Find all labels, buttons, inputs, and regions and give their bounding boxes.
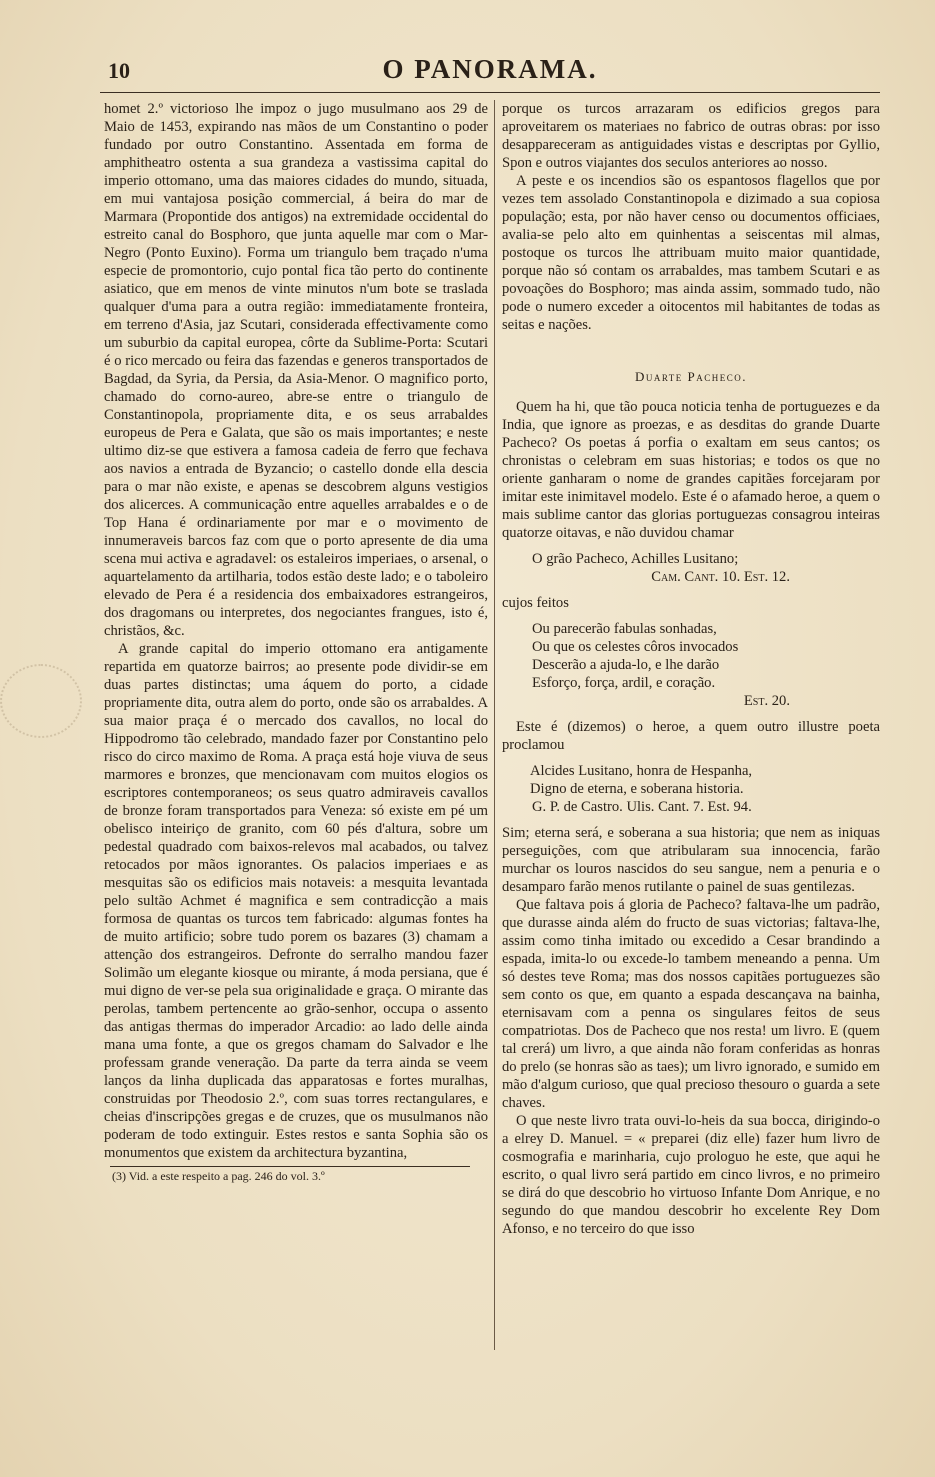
paragraph: Este é (dizemos) o heroe, a quem outro illustre poeta proclamou xyxy=(502,719,880,753)
page-header xyxy=(100,52,880,93)
paragraph: O que neste livro trata ouvi-lo-heis da sua bocca, dirigindo-o a elrey D. Manuel. = « preparei (diz elle) fazer hum livro de cosmografia e marinharia, cujo prologuo he este, que aqui he escrito, o qual livro será partido em cinco livros, e no primeiro se dirá do que descobrio ho virtuoso Infante Dom Anrique, e no segundo do que mandou descobrir ho excelente Rey Dom Afonso, e no terceiro do que isso xyxy=(502,1113,880,1237)
paragraph: A peste e os incendios são os espantosos flagellos que por vezes tem assolado Constantinopola e dizimado a sua copiosa população; esta, por não haver censo ou documentos officiaes, avalia-se pelo alto em quinhentas a seiscentas mil almas, postoque os turcos lhe attribuam muito maior quantidade, porque não só contam os arrabaldes, mas tambem Scutari e as povoações do Bosphoro; mas ainda assim, sommado tudo, não pode o numero exceder a oitocentos mil habitantes de todas as seitas e nações. xyxy=(502,173,880,333)
footnote: (3) Vid. a este respeito a pag. 246 do vol. 3.º xyxy=(112,1169,325,1183)
verse-line: O grão Pacheco, Achilles Lusitano; xyxy=(532,551,739,567)
verse-line: Digno de eterna, e soberana historia. xyxy=(530,781,744,797)
verse-line: Esforço, força, ardil, e coração. xyxy=(532,675,716,691)
verse-line: Ou parecerão fabulas sonhadas, xyxy=(532,621,717,637)
verse-line: Ou que os celestes côros invocados xyxy=(532,639,739,655)
footnote-rule xyxy=(110,1166,470,1167)
paragraph: Sim; eterna será, e soberana a sua historia; que nem as iniquas perseguições, com que atribularam sua innocencia, farão murchar os louros nascidos do seu sangue, nem a penuria e o desamparo farão menos rutilante o painel de suas gentilezas. xyxy=(502,825,880,895)
paragraph: Quem ha hi, que tão pouca noticia tenha de portuguezes e da India, que ignore as proezas, e as desditas do grande Duarte Pacheco? Os poetas á porfia o exaltam em seus cantos; os chronistas o celebram em suas historias; e todos os que no oriente ganharam o nome de grandes capitães forcejaram por imitar este inimitavel modelo. Este é o afamado heroe, a quem o mais sublime cantor das glorias portuguezas consagrou inteiras quatorze oitavas, e não duvidou chamar xyxy=(502,399,880,541)
citation: Est. 20. xyxy=(743,693,790,709)
paragraph: A grande capital do imperio ottomano era antigamente repartida em quatorze bairros; ao presente pode dividir-se em duas partes distinctas; uma áquem do porto, a cidade propriamente dita, outra alem do porto, onde são os arrabaldes. A sua maior praça é o mercado dos cavallos, no local do Hippodromo tão celebrado, mandado fazer por Constantino pelo risco do circo maximo de Roma. A praça está hoje viuva de seus marmores e bronzes, que mencionavam com muitos elogios os escriptores contemporaneos; os seus quatro admiraveis cavallos de bronze foram transportados para Veneza: só existe em pé um obelisco inteiriço de granito, com 60 pés d'altura, sobre um pedestal quadrado com baixos-relevos mal acabados, ou talvez retocados por mãos ignorantes. Os palacios imperiaes e as mesquitas são os edificios mais notaveis: a mesquita levantada pelo sultão Achmet é magnifica e sem contradicção a mais formosa de quantas os turcos tem fabricado: algumas fontes ha de muito artificio; sobre tudo porem os bazares (3) chamam a attenção dos estrangeiros. Defronte do serralho mandou fazer Solimão um elegante kiosque ou mirante, á moda persiana, que é mui digno de ver-se pela sua originalidade e graça. O mirante das perolas, tambem pertencente ao grão-senhor, occupa o assento das antigas thermas do imperador Arcadio: ao lado delle ainda mana uma fonte, a que os gregos chamam do Salvador e lhe professam grande veneração. Da parte da terra ainda se veem lanços da linha duplicada das apparatosas e fortes muralhas, construidas por Theodosio 2.º, com suas torres rectangulares, e cheias d'inscripções gregas e de cruzes, que os musulmanos não poderam de todo extinguir. Estes restos e santa Sophia são os monumentos que existem da architectura byzantina, xyxy=(104,641,488,1161)
verse-line: Alcides Lusitano, honra de Hespanha, xyxy=(530,763,753,779)
paragraph: porque os turcos arrazaram os edificios gregos para aproveitarem os materiaes no fabrico de outras obras: por isso desappareceram as antiguidades vistas e descriptas por Gyllio, Spon e outros viajantes dos seculos anteriores ao nosso. xyxy=(502,101,880,171)
citation: G. P. de Castro. Ulis. Cant. 7. Est. 94. xyxy=(532,799,752,815)
paragraph: homet 2.º victorioso lhe impoz o jugo musulmano aos 29 de Maio de 1453, expirando nas mãos de um Constantino o poder fundado por outro Constantino. Assentada em forma de amphitheatro ostenta a sua grandeza a vastissima capital do imperio ottomano, uma das maiores cidades do mundo, situada, em mui vantajosa posição commercial, á beira do mar de Marmara (Propontide dos antigos) na extremidade occidental do estreito canal do Bosphoro, que junta aquelle mar com o Mar-Negro (Ponto Euxino). Forma um triangulo bem traçado n'uma especie de promontorio, cujo pontal fica tão perto do continente asiatico, que em menos de vinte minutos n'um bote se trasladа qualquer d'uma para a outra região: immediatamente fronteira, em terreno d'Asia, jaz Scutari, considerada effectivamente como um suburbio da capital europea, côrte da Sublime-Porta: Scutari é o rico mercado ou feira das fazendas e generos transportados de Bagdad, da Syria, da Persia, da Asia-Menor. O magnifico porto, chamado do corno-aureo, abre-se entre o triangulo de Constantinopola, propriamente dita, e os seus arrabaldes europeus de Pera e Galata, que são os mais importantes; e neste ultimo diz-se que estivera a famosa cadeia de ferro que fechava aos navios a entrada de Byzancio; o castello donde ella descia para o mar não existe, e apenas se descobrem alguns vestigios dos alicerces. A communicação entre aquelles arrabaldes e o de Top Hana é ordinariamente por mar e o movimento de innumeraveis barcos faz com que o porto apresente de dia uma scena mui activa e agradavel: os estaleiros imperiaes, o arsenal, o aquartelamento da artilharia, todos estão deste lado; e o taboleiro elevado de Pera é a residencia dos embaixadores estrangeiros, dos dragomans ou interpretes, dos negociantes frangues, isto é, christãos, &c. xyxy=(104,101,488,639)
paragraph: cujos feitos xyxy=(502,595,569,611)
page-number: 10 xyxy=(108,58,130,83)
section-title: Duarte Pacheco. xyxy=(634,369,748,384)
paragraph: Que faltava pois á gloria de Pacheco? faltava-lhe um padrão, que durasse ainda além do fructo de suas victorias; faltava-lhe, assim como tinha imitado ou excedido a Cesar brandindo a espada, imita-lo ou excede-lo tambem meneando a penna. Um só destes teve Roma; mas dos nossos capitães portuguezes são sem conto os que, em quanto a espada descançava na bainha, eternisavam com a penna os singulares feitos de seus compatriotas. Dos de Pacheco que nos resta! um livro. E (quem tal crerá) um livro, a que ainda não foram conferidas as honras do prelo (se honras são as taes); um livro ignorado, e sumido em mão d'algum curioso, que qual precioso thesouro o guarda a sete chaves. xyxy=(502,897,880,1111)
library-stamp xyxy=(0,664,82,738)
citation: Cam. Cant. 10. Est. 12. xyxy=(651,569,790,585)
left-column xyxy=(104,100,488,1183)
column-divider xyxy=(494,100,495,1350)
verse-line: Descerão a ajuda-lo, e lhe darão xyxy=(532,657,720,673)
running-title: O PANORAMA. xyxy=(382,54,598,84)
right-column xyxy=(502,100,880,1238)
